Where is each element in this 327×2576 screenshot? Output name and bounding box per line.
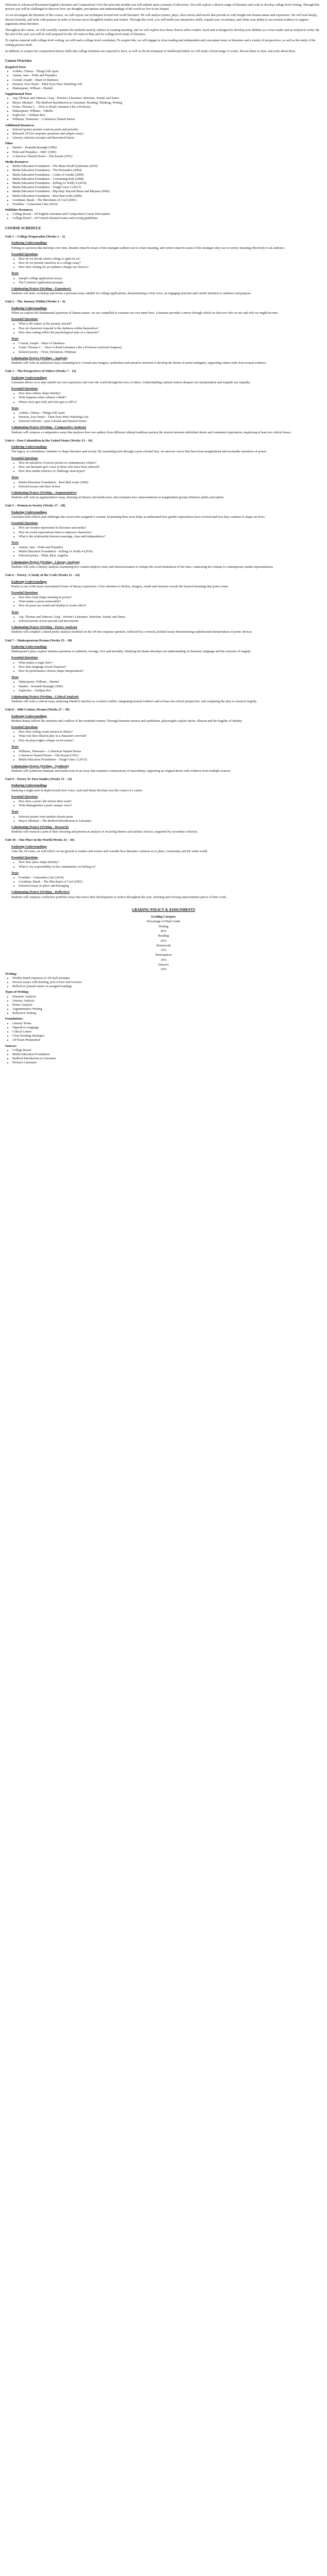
required-texts-item: • Conrad, Joseph – Heart of Darkness xyxy=(12,78,322,82)
unit-block xyxy=(5,406,322,424)
unit-block-list xyxy=(11,615,322,623)
required-texts-item: • Achebe, Chinua – Things Fall Apart xyxy=(12,70,322,74)
unit-block-item: • Foster, Thomas C. – How to Read Literature Like a Professor (selected chapters) xyxy=(19,346,322,350)
unit-block-text: Students will write a critical essay analyzing Hamlet's inaction as a central conflict, integrating textual evidence and at least one critical perspective, and comparing the play to classical tragedy. xyxy=(11,700,257,704)
unit-block-heading: Essential Questions xyxy=(11,856,38,860)
unit-block-item: • How do poets use sound and rhythm to create effect? xyxy=(19,604,322,608)
videos-item: • Hamlet – Kenneth Branagh (1996) xyxy=(12,146,322,150)
sources-item: • Bedford Introduction to Literature xyxy=(12,1057,322,1061)
unit-block-list xyxy=(11,322,322,335)
grading-scale-entry: 10% xyxy=(160,958,167,962)
unit-block-text: When we explore the fundamental questions of human nature, we are compelled to examine our own inner lives. Literature provides a mirror through which we discover who we are and who we might become. xyxy=(11,311,279,315)
unit-block-item: • Media Education Foundation – Killing Us Softly 4 (2010) xyxy=(19,550,322,554)
unit-block-item: • How can literature give voice to those who have been silenced? xyxy=(19,465,322,469)
unit-block xyxy=(5,456,322,474)
unit-block-heading: Enduring Understandings xyxy=(11,510,47,514)
sources-item: • College Board xyxy=(12,1048,322,1053)
media-list xyxy=(5,164,322,207)
grading-scale-entry: 25% xyxy=(160,939,167,943)
unit-block-text: Studying a single poet in depth reveals how voice, style and theme develop over the course of a career. xyxy=(11,788,143,792)
writing-label: Writing: xyxy=(5,972,17,976)
unit-block xyxy=(5,272,322,285)
grading-scale-title: Grading Category xyxy=(151,915,176,919)
unit-block-heading: Essential Questions xyxy=(11,521,38,526)
unit-block-heading: Enduring Understandings xyxy=(11,580,47,584)
media-item: • Goodman, Barak – The Merchants of Cool (2001) xyxy=(12,198,322,202)
unit-block-item: • Selected poems across periods and movements xyxy=(19,619,322,623)
types-item: • Dramatic Analysis xyxy=(12,995,322,999)
unit-block-heading: Enduring Understandings xyxy=(11,645,47,649)
unit-block-item: • How does form shape meaning in poetry? xyxy=(19,596,322,600)
unit-block-heading: Texts xyxy=(11,476,19,480)
unit-block xyxy=(5,725,322,743)
unit-block-list xyxy=(11,800,322,808)
unit-block-item: • Shakespeare, William – Hamlet xyxy=(19,680,322,684)
unit-section xyxy=(5,300,322,365)
unit-block-item: • Selected essays on place and belonging xyxy=(19,884,322,888)
unit-block-item: • Meyer, Michael – The Bedford Introduction to Literature xyxy=(19,819,322,823)
unit-block xyxy=(5,476,322,489)
unit-block-item: • Conrad, Joseph – Heart of Darkness xyxy=(19,342,322,346)
unit-block xyxy=(5,387,322,404)
grading-scale-entry: Reading xyxy=(158,934,169,938)
grading-scale-subtitle: Percentage of Final Grade xyxy=(146,920,181,924)
unit-block-heading: Texts xyxy=(11,540,19,545)
unit-block-text: Modern drama reflects the anxieties and conflicts of the twentieth century. Through dramatic tension and symbolism, playwrights explore desire, illusion and the fragility of identity. xyxy=(11,719,243,723)
sources-item: • Media Education Foundation xyxy=(12,1053,322,1057)
unit-block xyxy=(5,825,322,834)
unit-block-heading: Culminating Project (Writing – Analysis) xyxy=(11,356,68,360)
unit-block-text: After the AP exam, we will reflect on our growth as readers and writers and consider how literature connects us to place, community and the wider world. xyxy=(11,849,208,853)
unit-block xyxy=(5,890,322,899)
publisher-item: • College Board – AP Central released exams and scoring guidelines xyxy=(12,216,322,221)
media-item: • Media Education Foundation – Codes of Gender (2009) xyxy=(12,173,322,177)
unit-block-heading: Essential Questions xyxy=(11,386,38,391)
unit-block xyxy=(5,521,322,539)
unit-block xyxy=(5,656,322,673)
media-item: • Media Education Foundation – Hip-Hop: Beyond Beats and Rhymes (2006) xyxy=(12,190,322,194)
sources-list xyxy=(5,1048,322,1065)
sources-label: Sources: xyxy=(5,1044,17,1048)
required-texts-list xyxy=(5,70,322,91)
unit-block-heading: Essential Questions xyxy=(11,725,38,730)
unit-block xyxy=(5,580,322,589)
unit-block-text: Students will compose a comparative essay that analyzes how two authors from different cultural traditions portray the tension between individual desire and communal expectation, employing at least two critical lenses. xyxy=(11,430,292,434)
types-item: • Poetry Analysis xyxy=(12,1003,322,1007)
unit-block-item: • How does place shape identity? xyxy=(19,860,322,865)
unit-block-list xyxy=(11,661,322,674)
foundations-item: • Close Reading Strategies xyxy=(12,1034,322,1038)
unit-title: Unit 5 – Women in Society (Weeks 17 – 20) xyxy=(5,504,66,508)
unit-block-item: • How are women represented in literature and media? xyxy=(19,526,322,530)
unit-title: Unit 6 – Poetry: A Study of the Craft (Weeks 21 – 24) xyxy=(5,573,80,578)
unit-block-text: Students will craft an argumentative essay, drawing on literary and media texts, that evaluates how representations of marginalized groups influence public perception. xyxy=(11,496,224,500)
supplemental-texts-label: Supplemental Texts xyxy=(5,92,32,96)
grading-scale-entry: Homework xyxy=(156,943,171,947)
unit-section xyxy=(5,439,322,500)
unit-block-item: • Williams, Tennessee – A Streetcar Named Desire xyxy=(19,750,322,754)
media-item: • Media Education Foundation – Killing Us Softly 4 (2010) xyxy=(12,181,322,185)
unit-block xyxy=(5,795,322,808)
unit-block xyxy=(5,645,322,654)
unit-block-item: • Austen, Jane – Pride and Prejudice xyxy=(19,546,322,550)
unit-block-item: • How does culture shape identity? xyxy=(19,392,322,396)
unit-block-list xyxy=(11,481,322,489)
unit-block-item: • Achebe, Chinua – Things Fall Apart xyxy=(19,411,322,415)
unit-block-list xyxy=(11,411,322,424)
supplemental-texts-item: • Meyer, Michael – The Bedford Introduction to Literature: Reading, Thinking, Writing xyxy=(12,101,322,105)
unit-block-item: • Hamlet – Kenneth Branagh (1996) xyxy=(19,685,322,689)
required-texts-item: • Hurston, Zora Neale – Their Eyes Were Watching God xyxy=(12,82,322,87)
unit-section xyxy=(5,369,322,435)
foundations-item: • Literary Terms xyxy=(12,1022,322,1026)
other-texts-label: Additional Resources xyxy=(5,123,35,127)
types-list xyxy=(5,995,322,1016)
unit-block-text: Writing is a process that develops over time. Readers must be aware of the strategies authors use to create meaning, and writers must be aware of the strategies they use to convey meaning effectively to an audience. xyxy=(11,246,285,250)
grading-scale-entry: 15% xyxy=(160,948,167,953)
types-item: • Argumentative Writing xyxy=(12,1007,322,1011)
unit-block-item: • Sophocles – Oedipus Rex xyxy=(19,689,322,693)
unit-block xyxy=(5,445,322,454)
supplemental-texts-item: • Sophocles – Oedipus Rex xyxy=(12,113,322,117)
unit-title: Unit 8 – 20th Century Drama (Weeks 27 – 30) xyxy=(5,708,70,712)
unit-block-heading: Enduring Understandings xyxy=(11,844,47,849)
unit-block-list xyxy=(11,680,322,693)
grading-scale-entry: Writing xyxy=(158,924,169,928)
videos-label: Films xyxy=(5,142,13,146)
grading-scale-entry: Quizzes xyxy=(158,963,169,967)
unit-block xyxy=(5,625,322,634)
supplemental-texts-list xyxy=(5,96,322,122)
unit-block-item: • How do we present ourselves in a college essay? xyxy=(19,261,322,265)
course-schedule-heading: COURSE SCHEDULE xyxy=(5,226,41,230)
unit-block-item: • How do characters respond to the darkness within themselves? xyxy=(19,327,322,331)
unit-block-item: • How does media reinforce or challenge stereotypes? xyxy=(19,469,322,473)
unit-block-list xyxy=(11,860,322,869)
unit-title: Unit 4 – Post-Colonialism in the United States (Weeks 13 – 16) xyxy=(5,438,93,443)
unit-title: Unit 10 – One Place in the World (Weeks 33 – 36) xyxy=(5,838,75,842)
unit-block-heading: Culminating Project (Writing – Comparative Analysis) xyxy=(11,426,86,430)
unit-block-text: Literature both reflects and challenges the social roles assigned to women. Examining these texts helps us understand how gender expectations have evolved and how they continue to shape our lives. xyxy=(11,515,266,519)
unit-block-item: • How does language reveal character? xyxy=(19,665,322,669)
unit-block-item: • Hurston, Zora Neale – Their Eyes Were Watching God xyxy=(19,415,322,419)
unit-block-item: • What makes a tragic hero? xyxy=(19,661,322,665)
unit-block xyxy=(5,376,322,385)
unit-title: Unit 1 – College Preparation (Weeks 1 – 2) xyxy=(5,234,65,239)
unit-block-heading: Texts xyxy=(11,810,19,814)
unit-block-item: • How do narratives of power persist in contemporary culture? xyxy=(19,461,322,465)
unit-block xyxy=(5,287,322,296)
unit-block xyxy=(5,611,322,624)
videos-item: • A Streetcar Named Desire – Elia Kazan (1951) xyxy=(12,155,322,159)
unit-block xyxy=(5,561,322,569)
unit-block-heading: Culminating Project (Writing – Synthesis) xyxy=(11,764,69,768)
unit-block-item: • How do social expectations limit or empower characters? xyxy=(19,531,322,535)
unit-block-item: • How does a poet's life inform their work? xyxy=(19,800,322,804)
writing-item: • Process essays with drafting, peer review and revision xyxy=(12,980,322,985)
unit-block-text: Literature allows us to step outside our own experience and view the world through the eyes of others. Understanding cultural context deepens our interpretation and expands our empathy. xyxy=(11,380,251,384)
unit-block-heading: Culminating Project (Writing – Critical Analysis) xyxy=(11,694,79,699)
grading-scale-entry: 10% xyxy=(160,968,167,972)
supplemental-texts-item: • Williams, Tennessee – A Streetcar Named Desire xyxy=(12,117,322,122)
unit-block-heading: Essential Questions xyxy=(11,252,38,256)
syllabus-page xyxy=(0,0,327,1072)
unit-block xyxy=(5,845,322,854)
unit-block-list xyxy=(11,815,322,823)
unit-section xyxy=(5,708,322,773)
intro-paragraph: Throughout the course, we will carefully examine the methods used by authors in creating meaning, and we will explore how those choices affect readers. Each unit is designed to develop your abilities as a close reader and an analytical writer. By the end of the year, you will be well prepared for the AP exam in May and for college-level study of literature. xyxy=(5,28,320,37)
grading-scale xyxy=(145,914,182,972)
unit-block xyxy=(5,591,322,608)
other-texts-item: • Released AP free-response questions and sample essays xyxy=(12,132,322,136)
unit-block xyxy=(5,241,322,250)
unit-block-item: • What role does illusion play in a character's survival? xyxy=(19,734,322,738)
unit-block-item: • How do performance choices shape interpretation? xyxy=(19,669,322,673)
supplemental-texts-item: • Shakespeare, William – Othello xyxy=(12,109,322,113)
unit-block-item: • Whose story gets told, and who gets to tell it? xyxy=(19,400,322,404)
unit-block-heading: Culminating Project (Writing – Literary Analysis) xyxy=(11,560,80,564)
unit-block-heading: Enduring Understandings xyxy=(11,784,47,788)
foundations-label: Foundations: xyxy=(5,1017,24,1021)
unit-block xyxy=(5,715,322,723)
unit-block-item: • Selected criticism – post-colonial and feminist lenses xyxy=(19,419,322,423)
videos-item: • Pride and Prejudice – BBC (1995) xyxy=(12,150,322,155)
unit-section xyxy=(5,235,322,296)
course-overview-heading: Course Overview xyxy=(5,58,32,63)
unit-block-list xyxy=(11,730,322,743)
media-item: • Frontline – Generation Like (2014) xyxy=(12,202,322,207)
required-texts-item: • Austen, Jane – Pride and Prejudice xyxy=(12,74,322,78)
unit-section xyxy=(5,504,322,569)
foundations-item: • AP Exam Preparation xyxy=(12,1038,322,1042)
unit-block-heading: Texts xyxy=(11,337,19,341)
writing-list xyxy=(5,976,322,989)
unit-block-item: • The Common Application prompts xyxy=(19,281,322,285)
supplemental-texts-item: • Arp, Thomas and Johnson, Greg – Perrine's Literature: Structure, Sound, and Sense xyxy=(12,96,322,100)
unit-title: Unit 3 – The Perspectives of Others (Weeks 7 – 12) xyxy=(5,369,76,374)
other-texts-item: • Literary criticism excerpts and theoretical lenses xyxy=(12,136,322,140)
media-label: Media Resources xyxy=(5,160,29,164)
unit-block xyxy=(5,307,322,315)
unit-block-heading: Enduring Understandings xyxy=(11,445,47,449)
unit-block-heading: Culminating Project (Writing – Expository) xyxy=(11,287,71,291)
unit-block-text: The legacy of colonialism continues to shape literature and society. By examining texts through a post-colonial lens, we uncover voices that have been marginalized and reconsider narratives of power. xyxy=(11,450,267,454)
publisher-label: Publisher Resources xyxy=(5,208,33,212)
unit-block xyxy=(5,695,322,704)
unit-title: Unit 7 – Shakespearean Drama (Weeks 25 – 30) xyxy=(5,638,72,642)
unit-block xyxy=(5,541,322,558)
other-texts-list xyxy=(5,128,322,141)
unit-block-item: • What happens when cultures collide? xyxy=(19,396,322,400)
supplemental-texts-item: • Foster, Thomas C. – How to Read Literature Like a Professor xyxy=(12,105,322,109)
unit-block-item: • What is the nature of the journey inward? xyxy=(19,322,322,326)
unit-block-heading: Texts xyxy=(11,406,19,410)
unit-block xyxy=(5,765,322,773)
unit-section xyxy=(5,777,322,834)
unit-block-text: Shakespeare's plays explore timeless questions of ambition, revenge, love and mortality. Studying his drama develops our understanding of character, language and the structure of tragedy. xyxy=(11,650,251,654)
intro-paragraph: In addition, to acquire the composition history skills that college freshmen are expected to have, as well as the development of intellectual habits we will study a broad range of works, discuss them in class, and write about them. xyxy=(5,49,296,53)
unit-block xyxy=(5,426,322,434)
unit-block-item: • How does setting create tension in drama? xyxy=(19,730,322,734)
unit-block-heading: Essential Questions xyxy=(11,317,38,321)
grading-heading: GRADING POLICY & ASSIGNMENTS xyxy=(132,907,195,912)
unit-block-item: • Selected essays and short fiction xyxy=(19,485,322,489)
unit-block-item: • Goodman, Barak – The Merchants of Cool (2001) xyxy=(19,880,322,884)
unit-block-list xyxy=(11,257,322,270)
unit-block-heading: Essential Questions xyxy=(11,590,38,595)
media-item: • Media Education Foundation – The Mean World Syndrome (2010) xyxy=(12,164,322,168)
unit-block-item: • How does writing for an audience change our choices? xyxy=(19,265,322,269)
sources-item: • Perrine's Literature xyxy=(12,1061,322,1065)
unit-block-text: Students will write an analytical essay examining how Conrad uses imagery, symbolism and narrative structure to develop the theme of moral ambiguity, supporting claims with close textual evidence. xyxy=(11,361,267,365)
unit-block-list xyxy=(11,342,322,354)
unit-block-heading: Texts xyxy=(11,871,19,875)
unit-block-text: Students will compose a reflective portfolio essay that traces their development as writers throughout the year, selecting and revising representative pieces of their work. xyxy=(11,895,227,899)
intro-paragraph: Welcome to Advanced Placement English Literature and Composition! Over the next nine months you will embark upon a journey of discovery. You will explore a diverse range of literature and work to develop college-level writing. Through this process you will be challenged to discover how our thoughts, perceptions and understandings of the world we live in are shaped. xyxy=(5,3,320,11)
unit-block-item: • What makes a poem memorable? xyxy=(19,600,322,604)
unit-block-heading: Texts xyxy=(11,744,19,749)
unit-block-list xyxy=(11,596,322,608)
unit-block xyxy=(5,856,322,869)
unit-block-heading: Enduring Understandings xyxy=(11,306,47,310)
writing-item: • Reflective journal entries on assigned readings xyxy=(12,985,322,989)
media-item: • Media Education Foundation – Tough Guise 2 (2013) xyxy=(12,185,322,190)
unit-section xyxy=(5,639,322,704)
videos-list xyxy=(5,146,322,159)
media-item: • Media Education Foundation – The Persuaders (2004) xyxy=(12,168,322,173)
publisher-item: • College Board – AP English Literature and Composition Course Description xyxy=(12,212,322,216)
unit-block-heading: Culminating Project (Writing – Reflective) xyxy=(11,890,70,894)
unit-block-item: • Selected poetry – Plath, Rich, Angelou xyxy=(19,554,322,558)
unit-block xyxy=(5,511,322,519)
types-label: Types of Writing: xyxy=(5,990,29,994)
unit-block-heading: Culminating Project (Writing – Argumentative) xyxy=(11,490,77,495)
unit-block-item: • Selected poems from student-chosen poets xyxy=(19,815,322,819)
unit-block-heading: Enduring Understandings xyxy=(11,241,47,245)
publisher-list xyxy=(5,212,322,221)
foundations-item: • Figurative Language xyxy=(12,1026,322,1030)
unit-title: Unit 2 – The Journey Within (Weeks 3 – 6) xyxy=(5,300,66,304)
unit-block-item: • Sample college application essays xyxy=(19,277,322,281)
unit-block-item: • Media Education Foundation – Reel Bad Arabs (2006) xyxy=(19,481,322,485)
intro-paragraph: To explore material with college-level writing, we will read a college-level vocabulary. To acquire this, we will engage in close reading and independent and conceptual notes on literature and a variety of perspectives, as well as the study of the writing process itself. xyxy=(5,39,316,47)
media-item: • Media Education Foundation – Reel Bad Arabs (2006) xyxy=(12,194,322,198)
grading-scale-entry: Participation xyxy=(155,953,172,957)
unit-block-heading: Texts xyxy=(11,272,19,276)
unit-block xyxy=(5,317,322,335)
unit-block-text: Students will research a poet of their choosing and present an analysis of recurring themes and stylistic choices, supported by secondary criticism. xyxy=(11,830,198,834)
unit-block xyxy=(5,871,322,889)
unit-block-item: • Media Education Foundation – Tough Guise 2 (2013) xyxy=(19,758,322,762)
unit-block-item: • A Streetcar Named Desire – Elia Kazan (1951) xyxy=(19,754,322,758)
types-item: • Reflective Writing xyxy=(12,1011,322,1015)
unit-block xyxy=(5,675,322,693)
other-texts-item: • Selected poetry packets (various poets and periods) xyxy=(12,128,322,132)
unit-block-text: Students will complete a timed poetry analysis modeled on the AP free-response question, followed by a revised, polished essay demonstrating sophisticated interpretation of poetic devices. xyxy=(11,630,253,634)
unit-block xyxy=(5,337,322,354)
required-texts-item: • Shakespeare, William – Hamlet xyxy=(12,87,322,91)
unit-block xyxy=(5,252,322,270)
required-texts-label: Required Texts xyxy=(5,65,26,70)
unit-block-text: Poetry is one of the most concentrated forms of literary expression. Close attention to diction, imagery, sound and structure reveals the layered meanings that poets create. xyxy=(11,584,229,588)
unit-block-item: • What is the relationship between marriage, class and independence? xyxy=(19,535,322,539)
unit-block-list xyxy=(11,277,322,285)
unit-block-heading: Essential Questions xyxy=(11,794,38,799)
unit-block-item: • What is our responsibility to the communities we belong to? xyxy=(19,865,322,869)
unit-block-list xyxy=(11,392,322,404)
unit-block-list xyxy=(11,876,322,889)
unit-block-heading: Culminating Project (Writing – Research) xyxy=(11,825,69,829)
media-item: • Media Education Foundation – Consuming Kids (2008) xyxy=(12,177,322,181)
unit-block-text: Students will write a literary analysis examining how Austen employs irony and characterization to critique the social institutions of her time, connecting her critique to contemporary media representations. xyxy=(11,565,274,569)
unit-block-text: Students will draft, workshop and revise a personal essay suitable for college applications, demonstrating a clear voice, an engaging structure and careful attention to audience and purpose. xyxy=(11,292,252,296)
unit-block-item: • How does setting reflect the psychological state of a character? xyxy=(19,331,322,335)
unit-block xyxy=(5,357,322,365)
foundations-list xyxy=(5,1022,322,1043)
unit-block-text: Students will synthesize dramatic and media texts in an essay that examines constructions of masculinity, supporting an original thesis with evidence from multiple sources. xyxy=(11,769,231,773)
unit-section xyxy=(5,573,322,635)
unit-section xyxy=(5,838,322,900)
unit-block-item: • What distinguishes a poet's unique voice? xyxy=(19,804,322,808)
intro-paragraph: As we investigate the literature of this course, we will expose our techniques toward real world literature. We will analyze poems, plays, short stories and novels that provide us with insight into human nature and experience. We will read deeply, discuss honestly, and write with purpose in order to become more thoughtful readers and writers. Through this work, you will build your interpretive skills, expand your vocabulary, and refine your ability to use textual evidence to support arguments about literature. xyxy=(5,13,318,26)
unit-block-heading: Essential Questions xyxy=(11,656,38,660)
unit-block-heading: Texts xyxy=(11,675,19,680)
unit-block-list xyxy=(11,546,322,558)
unit-block-heading: Enduring Understandings xyxy=(11,714,47,718)
unit-block xyxy=(5,745,322,762)
unit-block-heading: Texts xyxy=(11,610,19,614)
unit-block-heading: Culminating Project (Writing – Poetry Analysis) xyxy=(11,625,77,630)
unit-block-item: • Arp, Thomas and Johnson, Greg – Perrine's Literature: Structure, Sound, and Sense xyxy=(19,615,322,619)
unit-block-heading: Enduring Understandings xyxy=(11,376,47,380)
unit-block-list xyxy=(11,750,322,762)
unit-block xyxy=(5,810,322,823)
unit-block-item: • Frontline – Generation Like (2014) xyxy=(19,876,322,880)
unit-block-item: • How do we decide which college is right for us? xyxy=(19,257,322,261)
types-item: • Literary Analysis xyxy=(12,999,322,1003)
unit-title: Unit 9 – Poetry II: Poet Studies (Weeks 31 – 32) xyxy=(5,777,72,781)
unit-block-heading: Essential Questions xyxy=(11,456,38,460)
unit-block-item: • Selected poetry – Frost, Dickinson, Whitman xyxy=(19,350,322,354)
writing-item: • Weekly timed responses to AP-style prompts xyxy=(12,976,322,980)
grading-scale-entry: 40% xyxy=(160,929,167,933)
unit-block xyxy=(5,491,322,500)
unit-block-list xyxy=(11,526,322,539)
unit-block xyxy=(5,784,322,792)
unit-block-item: • How do playwrights critique social norms? xyxy=(19,739,322,743)
foundations-item: • Critical Lenses xyxy=(12,1030,322,1034)
unit-block-list xyxy=(11,461,322,474)
